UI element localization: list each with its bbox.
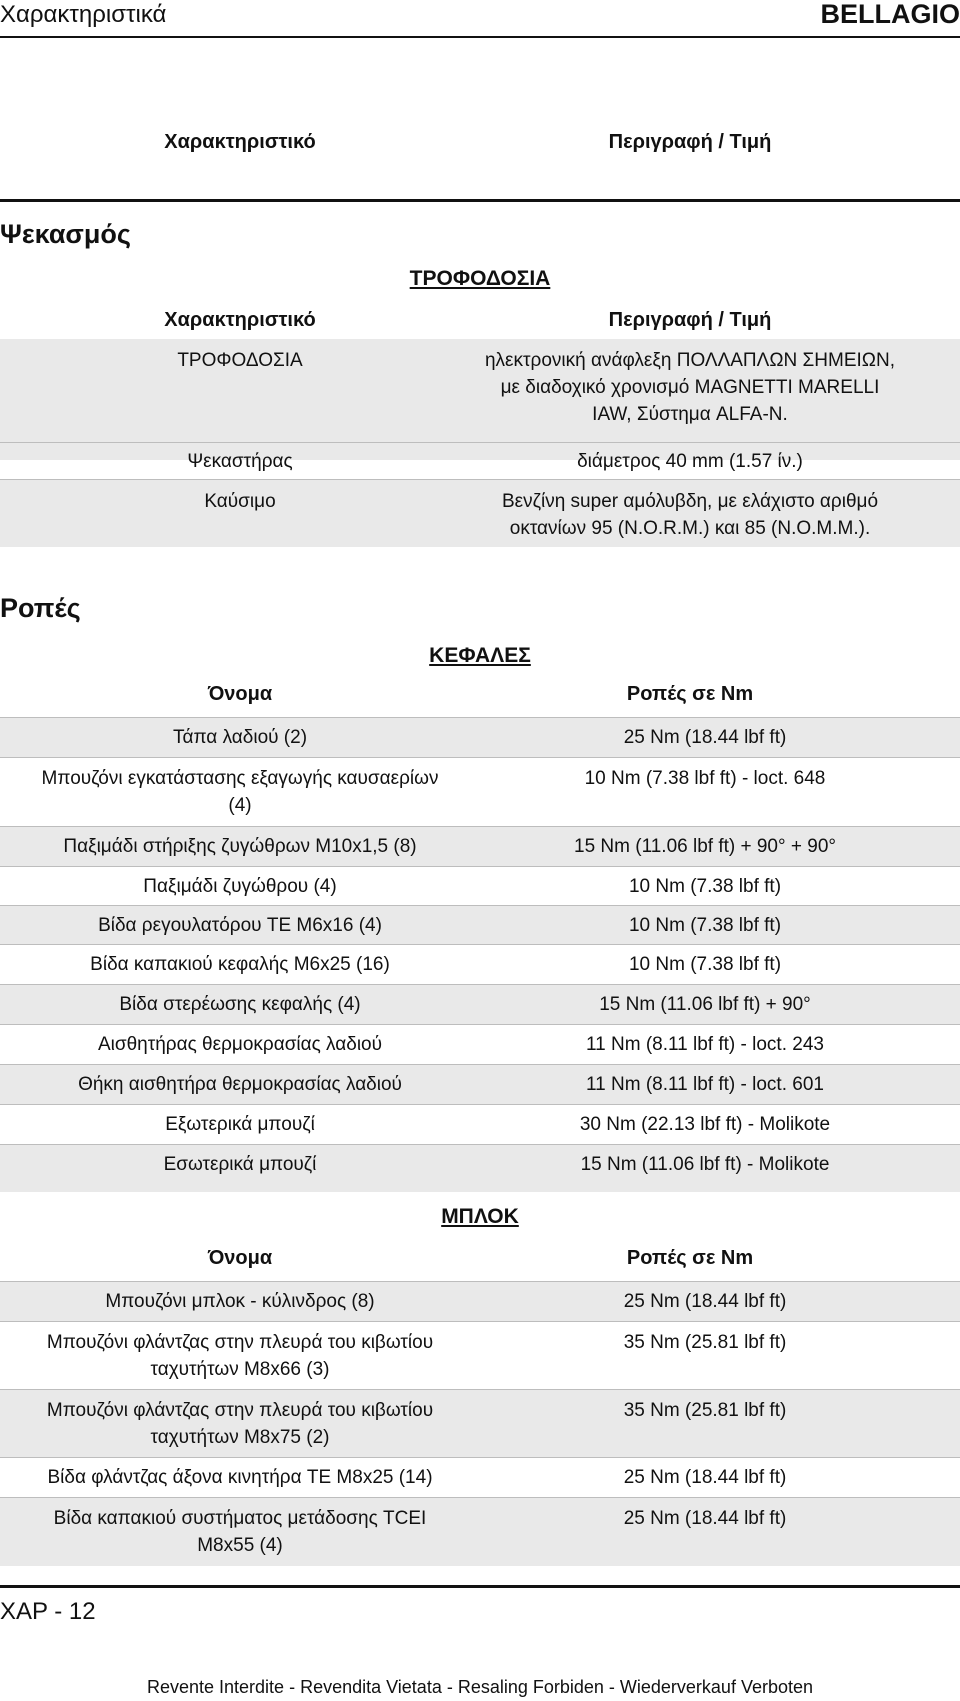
resale-notice: Revente Interdite - Revendita Vietata - Resaling Forbiden - Wiederverkauf Verboten	[146, 1677, 814, 1697]
torque-item-name	[0, 1397, 480, 1451]
torque-item-name: Βίδα ρεγουλατόρου TE M6x16 (4)	[98, 915, 382, 936]
torque-item-name-line: M8x55 (4)	[197, 1535, 283, 1556]
torque-item-name: Βίδα φλάντζας άξονα κινητήρα TE M8x25 (14)	[47, 1467, 433, 1488]
table-row	[0, 826, 960, 867]
table-row	[0, 944, 960, 985]
block-col-name: Όνομα	[207, 1247, 273, 1269]
injection-title: Ψεκασμός	[0, 219, 131, 249]
heads-col-torque: Ροπές σε Nm	[626, 683, 754, 705]
table-row	[0, 1389, 960, 1458]
torque-item-value: 25 Nm (18.44 lbf ft)	[623, 1291, 787, 1312]
footer-rule	[0, 1585, 960, 1588]
table-row	[0, 1064, 960, 1105]
table-row	[0, 1457, 960, 1498]
torque-item-name	[0, 765, 480, 819]
model-name: BELLAGIO	[820, 0, 960, 29]
column-header-characteristic: Χαρακτηριστικό	[164, 131, 316, 153]
section-rule	[0, 199, 960, 202]
torque-item-name	[0, 1505, 480, 1559]
table-row	[0, 717, 960, 758]
torque-item-value: 35 Nm (25.81 lbf ft)	[623, 1400, 787, 1421]
column-header-description: Περιγραφή / Τιμή	[608, 131, 772, 153]
torque-item-value: 10 Nm (7.38 lbf ft)	[628, 915, 782, 936]
fuel-row-value	[460, 347, 920, 428]
torque-item-name-line: ταχυτήτων M8x66 (3)	[150, 1359, 330, 1380]
fuel-row-value-line: ηλεκτρονική ανάφλεξη ΠΟΛΛΑΠΛΩΝ ΣΗΜΕΙΩΝ,	[484, 350, 895, 371]
fuel-row-value-line: με διαδοχικό χρονισμό MAGNETTI MARELLI	[500, 377, 880, 398]
torque-item-name: Εσωτερικά μπουζί	[163, 1154, 317, 1175]
torque-item-name: Παξιμάδι ζυγώθρου (4)	[143, 876, 337, 897]
torque-item-name-line: (4)	[228, 795, 252, 816]
torque-item-name: Μπουζόνι μπλοκ - κύλινδρος (8)	[105, 1291, 375, 1312]
block-table-title: ΜΠΛΟΚ	[441, 1205, 519, 1228]
heads-table-title: ΚΕΦΑΛΕΣ	[429, 644, 531, 667]
fuel-row-value	[460, 488, 920, 542]
torque-item-value: 15 Nm (11.06 lbf ft) + 90°	[599, 994, 811, 1015]
torque-item-name-line: Μπουζόνι φλάντζας στην πλευρά του κιβωτίου	[46, 1400, 434, 1421]
torque-item-value: 25 Nm (18.44 lbf ft)	[623, 1467, 787, 1488]
torque-item-name	[0, 1329, 480, 1383]
torque-item-value: 25 Nm (18.44 lbf ft)	[623, 1508, 787, 1529]
fuel-row-value-line: Βενζίνη super αμόλυβδη, με ελάχιστο αριθμό	[501, 491, 879, 512]
torque-item-value: 11 Nm (8.11 lbf ft) - loct. 601	[586, 1074, 824, 1095]
fuel-row-value-line: IAW, Σύστημα ALFA-N.	[592, 404, 788, 425]
torque-item-value: 35 Nm (25.81 lbf ft)	[623, 1332, 787, 1353]
table-row	[0, 984, 960, 1025]
table-row	[0, 757, 960, 827]
torque-item-name: Εξωτερικά μπουζί	[165, 1114, 315, 1135]
page-number: ΧΑΡ - 12	[0, 1598, 96, 1625]
torque-item-name-line: Μπουζόνι εγκατάστασης εξαγωγής καυσαερίων	[41, 768, 439, 789]
torque-item-name-line: Μπουζόνι φλάντζας στην πλευρά του κιβωτίου	[46, 1332, 434, 1353]
fuel-row-fuel	[0, 479, 960, 547]
fuel-row-name: ΤΡΟΦΟΔΟΣΙΑ	[177, 350, 303, 371]
torque-item-value: 15 Nm (11.06 lbf ft) + 90° + 90°	[574, 836, 836, 857]
table-row	[0, 1321, 960, 1390]
torque-item-value: 10 Nm (7.38 lbf ft)	[628, 876, 782, 897]
torque-item-name-line: ταχυτήτων M8x75 (2)	[150, 1427, 330, 1448]
torques-title: Ροπές	[0, 593, 81, 623]
heads-col-name: Όνομα	[207, 683, 273, 705]
torque-item-value: 10 Nm (7.38 lbf ft)	[628, 954, 782, 975]
torque-item-value: 30 Nm (22.13 lbf ft) - Molikote	[579, 1114, 831, 1135]
torque-item-value: 11 Nm (8.11 lbf ft) - loct. 243	[586, 1034, 824, 1055]
section-name: Χαρακτηριστικά	[0, 1, 167, 28]
table-row	[0, 1281, 960, 1322]
table-row	[0, 1144, 960, 1192]
fuel-row-value: διάμετρος 40 mm (1.57 ίν.)	[577, 451, 803, 472]
table-row	[0, 866, 960, 906]
torque-item-name: Τάπα λαδιού (2)	[172, 727, 308, 748]
torque-item-value: 10 Nm (7.38 lbf ft) - loct. 648	[584, 768, 826, 789]
header-rule	[0, 36, 960, 38]
fuel-row-value-line: οκτανίων 95 (N.O.R.M.) και 85 (N.O.M.M.).	[509, 518, 871, 539]
fuel-row-name: Ψεκαστήρας	[187, 451, 293, 472]
table-row	[0, 1104, 960, 1145]
fuel-row-injector	[0, 442, 960, 479]
torque-item-name: Βίδα στερέωσης κεφαλής (4)	[119, 994, 361, 1015]
fuel-col-characteristic: Χαρακτηριστικό	[164, 309, 316, 331]
table-row	[0, 1024, 960, 1065]
fuel-col-description: Περιγραφή / Τιμή	[608, 309, 772, 331]
table-row	[0, 905, 960, 945]
torque-item-value: 25 Nm (18.44 lbf ft)	[623, 727, 787, 748]
torque-item-value: 15 Nm (11.06 lbf ft) - Molikote	[580, 1154, 830, 1175]
torque-item-name: Βίδα καπακιού κεφαλής M6x25 (16)	[90, 954, 390, 975]
torque-item-name: Θήκη αισθητήρα θερμοκρασίας λαδιού	[78, 1074, 402, 1095]
fuel-row-name: Καύσιμο	[204, 491, 276, 512]
fuel-table-title: ΤΡΟΦΟΔΟΣΙΑ	[409, 267, 551, 290]
table-row	[0, 1497, 960, 1566]
torque-item-name-line: Βίδα καπακιού συστήματος μετάδοσης TCEI	[53, 1508, 427, 1529]
torque-item-name: Αισθητήρας θερμοκρασίας λαδιού	[97, 1034, 383, 1055]
torque-item-name: Παξιμάδι στήριξης ζυγώθρων M10x1,5 (8)	[63, 836, 417, 857]
block-col-torque: Ροπές σε Nm	[626, 1247, 754, 1269]
